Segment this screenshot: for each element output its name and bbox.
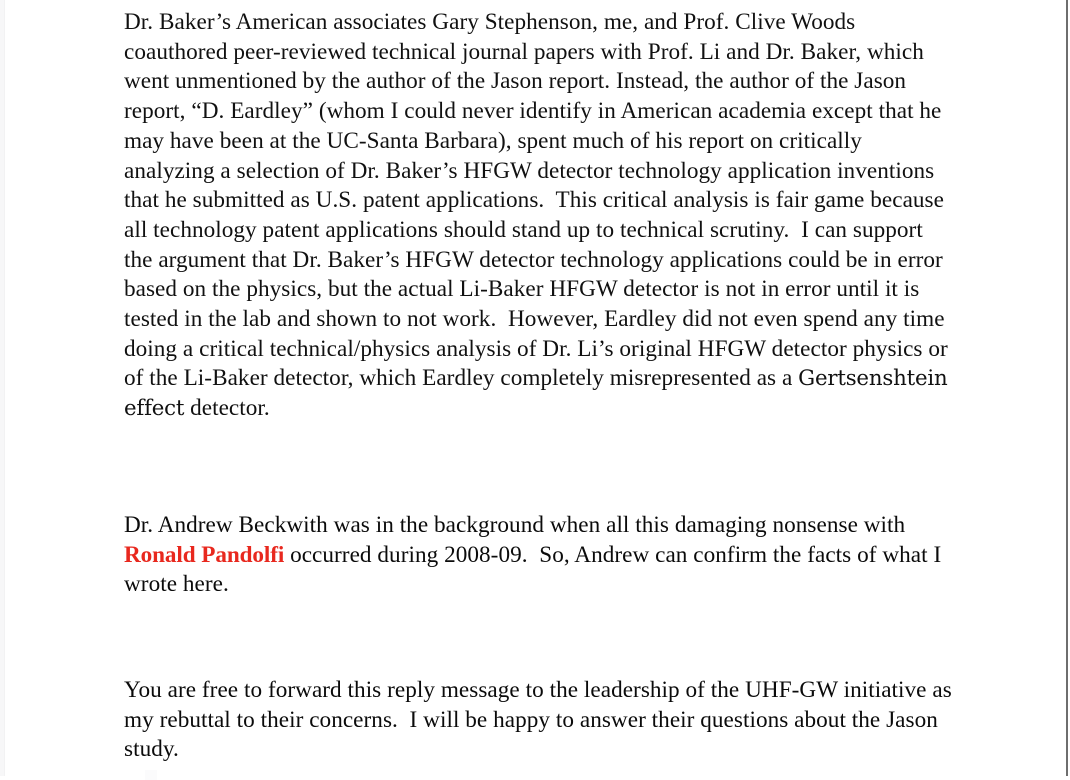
paragraph-jason-report	[124, 8, 954, 424]
paragraph-spacer-2	[124, 600, 954, 676]
document-page-surface	[20, 0, 1064, 776]
viewer-right-edge	[1066, 0, 1070, 776]
paragraph-jason-report-term-gertsenshtein: Gertsenshtein effect	[124, 366, 955, 422]
paragraph-spacer-1	[124, 424, 954, 511]
document-text-body	[124, 8, 958, 765]
paragraph-forward-permission-run-1: You are free to forward this reply message to the leadership of the UHF-GW initiative as my rebuttal to their concerns. I will be happy to answer their questions about the Jason study.	[124, 676, 958, 763]
paragraph-beckwith-run-1: Dr. Andrew Beckwith was in the background when all this damaging nonsense with	[124, 511, 912, 538]
paragraph-beckwith	[124, 511, 954, 600]
paragraph-forward-permission	[124, 676, 958, 765]
viewer-left-edge	[0, 0, 5, 776]
clipped-next-line-artifact	[145, 770, 157, 780]
paragraph-jason-report-run-3: detector.	[184, 395, 270, 422]
paragraph-beckwith-run-3: occurred during 2008-09. So, Andrew can confirm the facts of what I wrote here.	[124, 541, 948, 598]
highlighted-name-ronald-pandolfi: Ronald Pandolfi	[124, 541, 285, 568]
paragraph-jason-report-run-1: Dr. Baker’s American associates Gary Stephenson, me, and Prof. Clive Woods coauthored peer-reviewed technical journal papers with Prof. Li and Dr. Baker, which went unmentioned by the author of the Jason report. Instead, the author of the Jason report, “D. Eardley” (whom I could never identify in American academia except that he may have been at the UC-Santa Barbara), spent much of his report on critically analyzing a selection of Dr. Baker’s HFGW detector technology application inventions that he submitted as U.S. patent applications. This critical analysis is fair game because all technology patent applications should stand up to technical scrutiny. I can support the argument that Dr. Baker’s HFGW detector technology applications could be in error based on the physics, but the actual Li-Baker HFGW detector is not in error until it is tested in the lab and shown to not work. However, Eardley did not even spend any time doing a critical technical/physics analysis of Dr. Li’s original HFGW detector physics or of the Li-Baker detector, which Eardley completely misrepresented as a	[124, 9, 954, 392]
